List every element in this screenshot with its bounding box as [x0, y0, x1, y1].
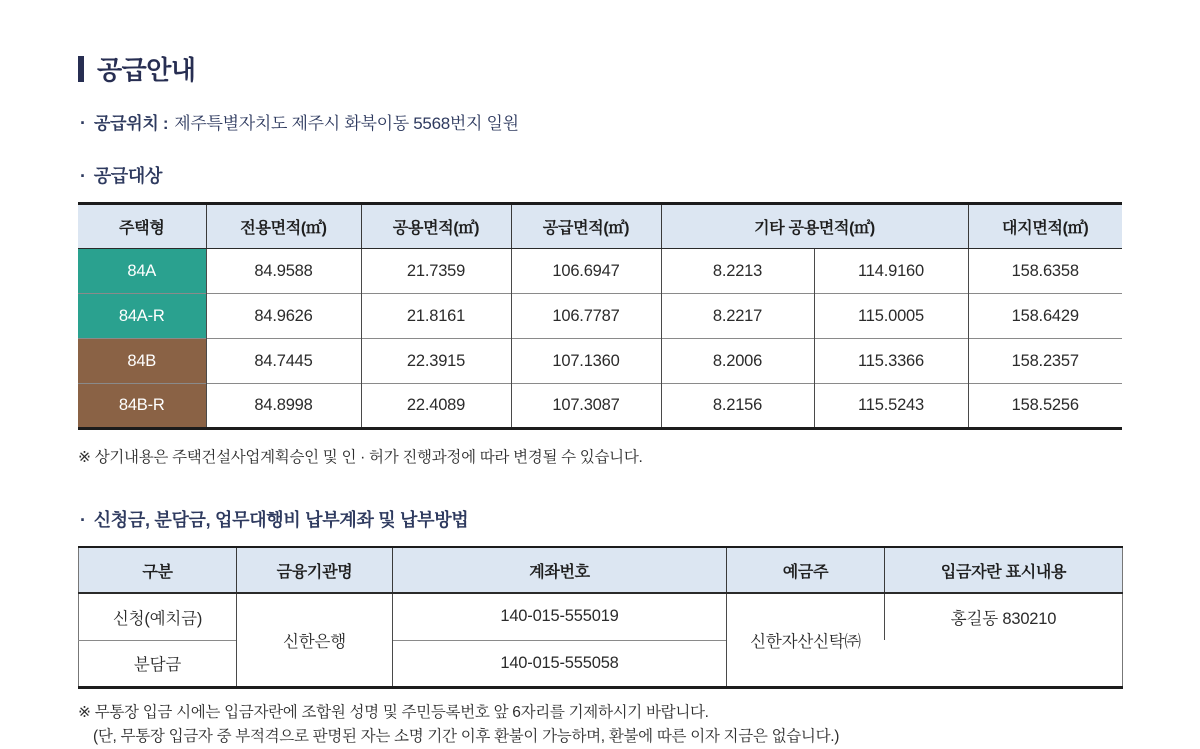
table-row — [78, 249, 1122, 294]
housing-type-cell: 84A-R — [78, 294, 206, 339]
table-row — [78, 294, 1122, 339]
col-header-deposit-display: 입금자란 표시내용 — [885, 547, 1123, 593]
other-common-area-cell-1: 8.2213 — [661, 249, 814, 294]
col-header-housing-type: 주택형 — [78, 204, 206, 249]
supply-area-cell: 106.6947 — [511, 249, 661, 294]
supply-location-value: 제주특별자치도 제주시 화북이동 5568번지 일원 — [174, 114, 519, 133]
land-area-cell: 158.2357 — [968, 339, 1122, 384]
supply-target-note: ※ 상기내용은 주택건설사업계획승인 및 인 · 허가 진행과정에 따라 변경될 수 있습니다. — [78, 449, 643, 466]
page-title-row — [78, 50, 1122, 87]
table-header-row — [78, 204, 1122, 249]
payment-title: 신청금, 분담금, 업무대행비 납부계좌 및 납부방법 — [93, 510, 469, 531]
supply-location-label: 공급위치 : — [94, 114, 169, 133]
common-area-cell: 22.3915 — [361, 339, 511, 384]
account-number-cell: 140-015-555058 — [393, 640, 727, 687]
table-row — [79, 640, 1123, 687]
supply-location-line — [80, 109, 1122, 134]
other-common-area-cell-1: 8.2217 — [661, 294, 814, 339]
supply-target-heading — [80, 162, 1122, 188]
payment-note-1: ※ 무통장 입금 시에는 입금자란에 조합원 성명 및 주민등록번호 앞 6자리를 기제하시기 바랍니다. — [78, 703, 709, 721]
col-header-supply-area: 공급면적(㎡) — [511, 204, 661, 249]
housing-type-cell: 84B — [78, 339, 206, 384]
table-header-row — [79, 547, 1123, 593]
table-row — [78, 384, 1122, 429]
land-area-cell: 158.6429 — [968, 294, 1122, 339]
col-header-land-area: 대지면적(㎡) — [968, 204, 1122, 249]
col-header-exclusive-area: 전용면적(㎡) — [206, 204, 361, 249]
other-common-area-cell-2: 115.3366 — [814, 339, 968, 384]
col-header-bank-name: 금융기관명 — [237, 547, 393, 593]
land-area-cell: 158.6358 — [968, 249, 1122, 294]
supply-target-table — [78, 202, 1122, 430]
common-area-cell: 21.8161 — [361, 294, 511, 339]
other-common-area-cell-2: 115.0005 — [814, 294, 968, 339]
col-header-category: 구분 — [79, 547, 237, 593]
bullet-icon: · — [80, 510, 86, 531]
payment-heading — [80, 506, 1122, 532]
bullet-icon: · — [80, 166, 86, 186]
payment-note-2: (단, 무통장 입금자 중 부적격으로 판명된 자는 소명 기간 이후 환불이 가능하며, 환불에 따른 이자 지금은 없습니다.) — [93, 727, 840, 745]
common-area-cell: 21.7359 — [361, 249, 511, 294]
other-common-area-cell-2: 114.9160 — [814, 249, 968, 294]
account-number-cell: 140-015-555019 — [393, 593, 727, 640]
exclusive-area-cell: 84.7445 — [206, 339, 361, 384]
col-header-account-holder: 예금주 — [727, 547, 885, 593]
other-common-area-cell-2: 115.5243 — [814, 384, 968, 429]
exclusive-area-cell: 84.8998 — [206, 384, 361, 429]
bullet-icon: · — [80, 113, 86, 133]
housing-type-cell: 84B-R — [78, 384, 206, 429]
housing-type-cell: 84A — [78, 249, 206, 294]
table-row — [79, 593, 1123, 640]
bank-name-cell: 신한은행 — [237, 593, 393, 687]
col-header-other-common-area: 기타 공용면적(㎡) — [661, 204, 968, 249]
exclusive-area-cell: 84.9626 — [206, 294, 361, 339]
table-row — [78, 339, 1122, 384]
col-header-common-area: 공용면적(㎡) — [361, 204, 511, 249]
other-common-area-cell-1: 8.2006 — [661, 339, 814, 384]
other-common-area-cell-1: 8.2156 — [661, 384, 814, 429]
payment-notes — [78, 701, 1122, 749]
supply-area-cell: 107.1360 — [511, 339, 661, 384]
account-holder-cell: 신한자산신탁㈜ — [727, 593, 885, 687]
title-accent-bar — [78, 56, 84, 82]
supply-area-cell: 107.3087 — [511, 384, 661, 429]
category-cell: 분담금 — [79, 640, 237, 687]
payment-table — [78, 546, 1123, 689]
page-title: 공급안내 — [97, 55, 196, 85]
common-area-cell: 22.4089 — [361, 384, 511, 429]
land-area-cell: 158.5256 — [968, 384, 1122, 429]
exclusive-area-cell: 84.9588 — [206, 249, 361, 294]
col-header-account-number: 계좌번호 — [393, 547, 727, 593]
deposit-display-cell: 홍길동 830210 — [885, 593, 1123, 640]
supply-area-cell: 106.7787 — [511, 294, 661, 339]
category-cell: 신청(예치금) — [112, 609, 203, 628]
supply-target-title: 공급대상 — [93, 166, 163, 186]
